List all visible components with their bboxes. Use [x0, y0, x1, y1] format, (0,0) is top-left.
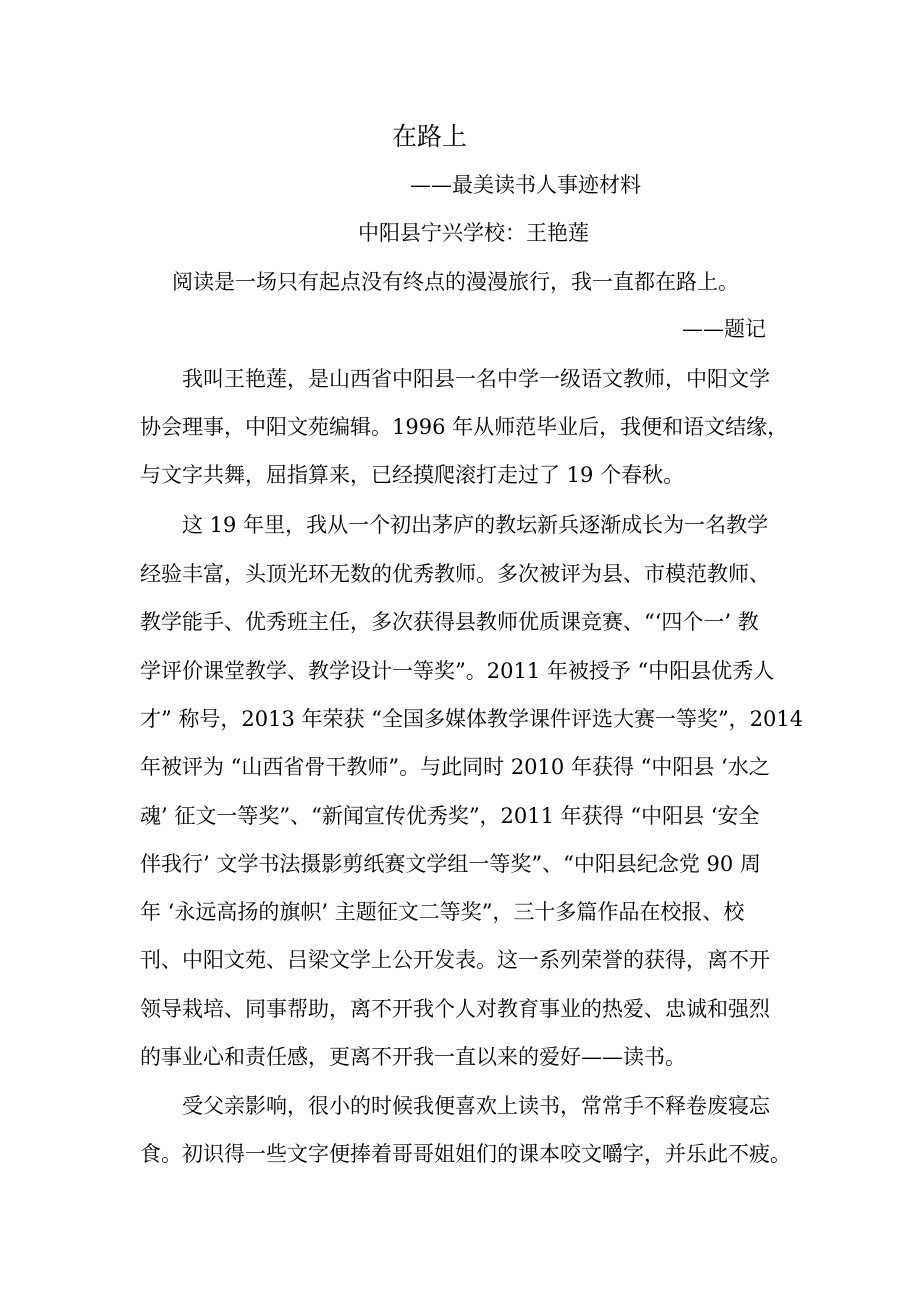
epigraph: 阅读是一场只有起点没有终点的漫漫旅行，我一直都在路上。	[172, 270, 739, 294]
paragraph-line: 受父亲影响，很小的时候我便喜欢上读书，常常手不释卷废寝忘	[182, 1094, 770, 1118]
paragraph-line: 的事业心和责任感，更离不开我一直以来的爱好——读书。	[140, 1045, 686, 1069]
paragraph-line: 我叫王艳莲，是山西省中阳县一名中学一级语文教师，中阳文学	[182, 367, 770, 391]
paragraph-line: 领导栽培、同事帮助，离不开我个人对教育事业的热爱、忠诚和强烈	[140, 997, 770, 1021]
document-title: 在路上	[392, 122, 468, 151]
paragraph-line: 刊、中阳文苑、吕梁文学上公开发表。这一系列荣誉的获得，离不开	[140, 948, 770, 972]
document-subtitle: ——最美读书人事迹材料	[410, 173, 641, 197]
epigraph-signature: ——题记	[682, 317, 766, 341]
paragraph-line: 伴我行’ 文学书法摄影剪纸赛文学组一等奖”、“中阳县纪念党 90 周	[140, 852, 761, 876]
paragraph-line: 教学能手、优秀班主任，多次获得县教师优质课竞赛、“‘四个一’ 教	[140, 610, 759, 634]
author-line: 中阳县宁兴学校：王艳莲	[358, 221, 589, 245]
paragraph-line: 才” 称号，2013 年荣获 “全国多媒体教学课件评选大赛一等奖”，2014	[140, 707, 804, 731]
paragraph-line: 协会理事，中阳文苑编辑。1996 年从师范毕业后，我便和语文结缘，	[140, 415, 789, 439]
paragraph-line: 年 ‘永远高扬的旗帜’ 主题征文二等奖”，三十多篇作品在校报、校	[140, 900, 745, 924]
paragraph-line: 魂’ 征文一等奖”、“新闻宣传优秀奖”，2011 年获得 “中阳县 ‘安全	[140, 804, 760, 828]
paragraph-line: 经验丰富，头顶光环无数的优秀教师。多次被评为县、市模范教师、	[140, 562, 770, 586]
paragraph-line: 年被评为 “山西省骨干教师”。与此同时 2010 年获得 “中阳县 ‘水之	[140, 755, 770, 779]
paragraph-line: 与文字共舞，屈指算来，已经摸爬滚打走过了 19 个春秋。	[140, 463, 685, 487]
paragraph-line: 食。初识得一些文字便捧着哥哥姐姐们的课本咬文嚼字，并乐此不疲。	[140, 1142, 791, 1166]
paragraph-line: 学评价课堂教学、教学设计一等奖”。2011 年被授予 “中阳县优秀人	[140, 659, 775, 683]
paragraph-line: 这 19 年里，我从一个初出茅庐的教坛新兵逐渐成长为一名教学	[182, 513, 769, 537]
